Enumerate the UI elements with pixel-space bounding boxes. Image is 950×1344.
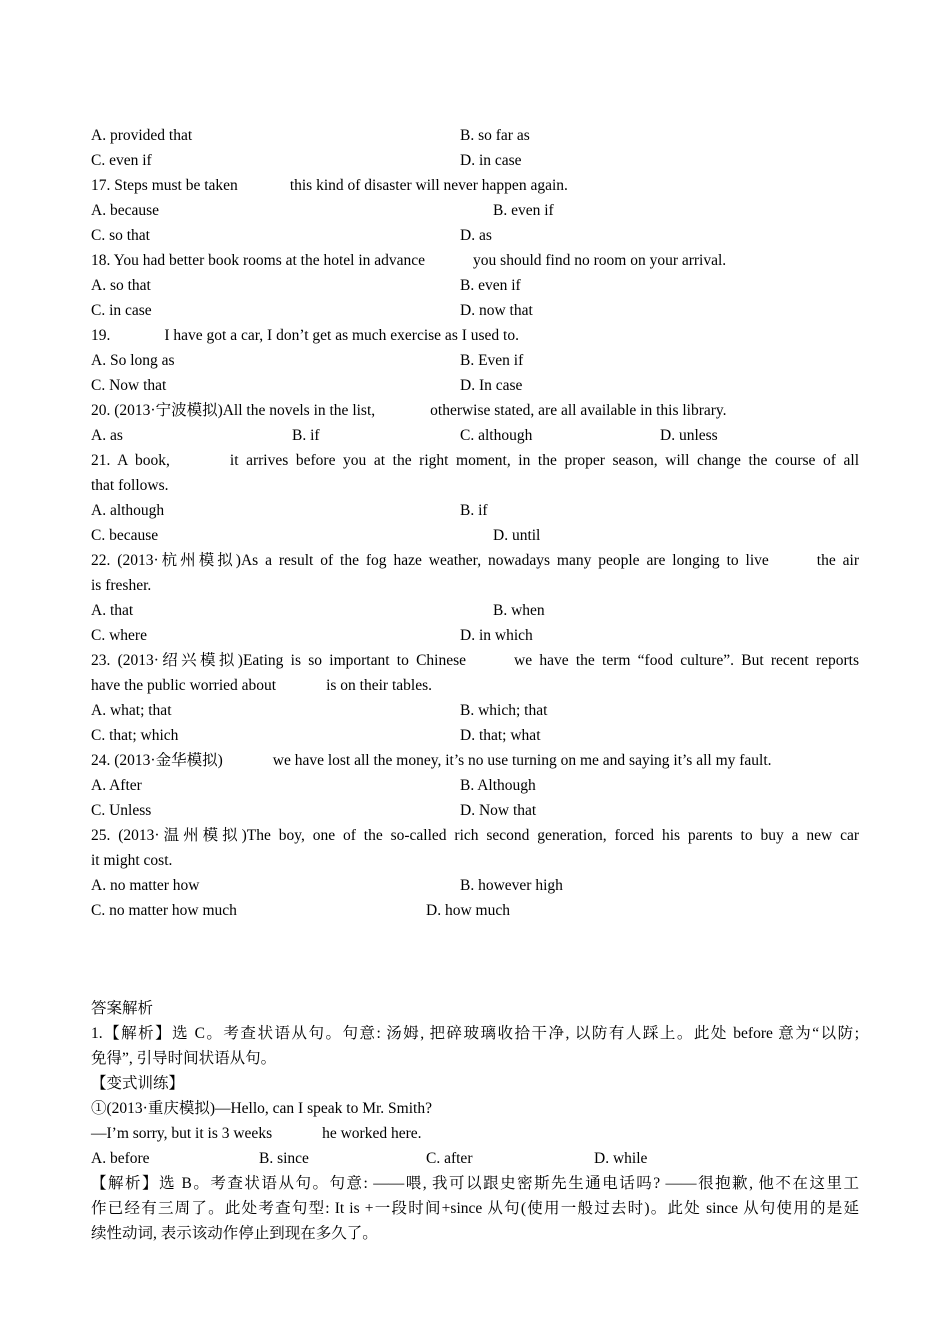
- option-a: A. So long as: [91, 352, 175, 369]
- question-text: is on their tables.: [326, 677, 432, 694]
- option-row: [91, 623, 859, 648]
- question-text: we have the term “food culture”. But recent reports: [514, 652, 860, 669]
- option-b: B. Although: [460, 777, 536, 794]
- option-row: [91, 523, 859, 548]
- question-text: this kind of disaster will never happen again.: [289, 177, 568, 194]
- question-text: 22. (2013·杭州模拟)As a result of the fog haze weather, nowadays many people are longing to live: [91, 552, 769, 569]
- option-row: [91, 698, 859, 723]
- option-d: D. in which: [460, 627, 533, 644]
- question-text: otherwise stated, are all available in this library.: [430, 402, 727, 419]
- question-text: he worked here.: [322, 1125, 422, 1142]
- option-c: C. Now that: [91, 377, 167, 394]
- option-row: [91, 423, 859, 448]
- option-d: D. how much: [426, 902, 510, 919]
- question-text: we have lost all the money, it’s no use turning on me and saying it’s all my fault.: [272, 752, 772, 769]
- question-text: the air: [816, 552, 859, 569]
- option-a: A. so that: [91, 277, 151, 294]
- option-row: [91, 123, 859, 148]
- option-d: D. Now that: [460, 802, 537, 819]
- option-row: [91, 273, 859, 298]
- question-text: —I’m sorry, but it is 3 weeks: [91, 1125, 273, 1142]
- question-text: 18. You had better book rooms at the hotel in advance: [91, 252, 426, 269]
- option-b: B. since: [259, 1150, 309, 1167]
- question-25: 25. (2013·温州模拟)The boy, one of the so-called rich second generation, forced his parents to buy a new car: [91, 827, 859, 844]
- option-row: [91, 898, 859, 923]
- option-d: D. as: [460, 227, 492, 244]
- question-text: 20. (2013·宁波模拟)All the novels in the list,: [91, 402, 376, 419]
- question-text: have the public worried about: [91, 677, 277, 694]
- question-19: [91, 323, 859, 348]
- option-a: A. although: [91, 502, 165, 519]
- option-c: C. Unless: [91, 802, 152, 819]
- option-a: A. no matter how: [91, 877, 200, 894]
- option-a: A. what; that: [91, 702, 172, 719]
- variant-explanation: 【解析】选 B。考查状语从句。句意: ——喂, 我可以跟史密斯先生通电话吗? ——很抱歉, 他不在这里工: [91, 1175, 859, 1192]
- option-row: [91, 598, 859, 623]
- question-21: [91, 448, 859, 473]
- option-a: A. provided that: [91, 127, 193, 144]
- option-row: [91, 723, 859, 748]
- option-a: A. before: [91, 1150, 150, 1167]
- variant-question: ①(2013·重庆模拟)—Hello, can I speak to Mr. Smith?: [91, 1100, 432, 1117]
- question-23-continued: [91, 673, 859, 698]
- option-c: C. in case: [91, 302, 152, 319]
- option-c: C. so that: [91, 227, 150, 244]
- answers-title: 答案解析: [91, 1000, 154, 1017]
- question-18: [91, 248, 859, 273]
- option-row: [91, 298, 859, 323]
- option-row: [91, 348, 859, 373]
- option-row: [91, 223, 859, 248]
- answer-1-explanation-continued: 免得”, 引导时间状语从句。: [91, 1050, 277, 1067]
- option-d: D. until: [493, 527, 541, 544]
- option-c: C. no matter how much: [91, 902, 237, 919]
- option-a: A. After: [91, 777, 142, 794]
- question-text: 17. Steps must be taken: [91, 177, 238, 194]
- option-d: D. while: [594, 1150, 648, 1167]
- option-row: [91, 1146, 859, 1171]
- option-row: [91, 148, 859, 173]
- option-b: B. even if: [460, 277, 521, 294]
- option-row: [91, 198, 859, 223]
- option-row: [91, 873, 859, 898]
- option-d: D. unless: [660, 427, 718, 444]
- option-c: C. after: [426, 1150, 473, 1167]
- option-b: B. even if: [493, 202, 554, 219]
- question-text: 19.: [91, 327, 111, 344]
- option-d: D. now that: [460, 302, 533, 319]
- option-row: [91, 773, 859, 798]
- option-a: A. because: [91, 202, 159, 219]
- question-text: 21. A book,: [91, 452, 170, 469]
- option-b: B. which; that: [460, 702, 548, 719]
- option-b: B. Even if: [460, 352, 524, 369]
- option-d: D. In case: [460, 377, 523, 394]
- question-text: 23. (2013·绍兴模拟)Eating is so important to Chinese: [91, 652, 467, 669]
- variant-explanation-end: 续性动词, 表示该动作停止到现在多久了。: [91, 1225, 378, 1242]
- option-row: [91, 798, 859, 823]
- variant-explanation-continued: 作已经有三周了。此处考查句型: It is +一段时间+since 从句(使用一般过去时)。此处 since 从句使用的是延: [91, 1200, 859, 1217]
- option-b: B. however high: [460, 877, 563, 894]
- option-row: [91, 373, 859, 398]
- question-17: [91, 173, 859, 198]
- variant-response: [91, 1121, 859, 1146]
- question-20: [91, 398, 859, 423]
- question-23: [91, 648, 859, 673]
- question-25-continued: it might cost.: [91, 852, 173, 869]
- option-b: B. when: [493, 602, 545, 619]
- option-b: B. if: [292, 427, 320, 444]
- option-a: A. as: [91, 427, 123, 444]
- variant-training-heading: 【变式训练】: [91, 1075, 185, 1092]
- question-text: 24. (2013·金华模拟): [91, 752, 223, 769]
- question-22-continued: is fresher.: [91, 577, 152, 594]
- option-c: C. where: [91, 627, 147, 644]
- question-text: it arrives before you at the right moment, in the proper season, will change the course of all: [229, 452, 859, 469]
- option-a: A. that: [91, 602, 134, 619]
- option-c: C. that; which: [91, 727, 179, 744]
- question-21-continued: that follows.: [91, 477, 169, 494]
- question-24: [91, 748, 859, 773]
- question-22: [91, 548, 859, 573]
- question-text: you should find no room on your arrival.: [473, 252, 727, 269]
- option-d: D. in case: [460, 152, 522, 169]
- answer-1-explanation: 1.【解析】选 C。考查状语从句。句意: 汤姆, 把碎玻璃收拾干净, 以防有人踩上。此处 before 意为“以防;: [91, 1025, 859, 1042]
- option-c: C. because: [91, 527, 159, 544]
- option-row: [91, 498, 859, 523]
- option-d: D. that; what: [460, 727, 541, 744]
- option-c: C. even if: [91, 152, 152, 169]
- question-text: I have got a car, I don’t get as much exercise as I used to.: [164, 327, 519, 344]
- option-b: B. if: [460, 502, 488, 519]
- option-b: B. so far as: [460, 127, 530, 144]
- option-c: C. although: [460, 427, 533, 444]
